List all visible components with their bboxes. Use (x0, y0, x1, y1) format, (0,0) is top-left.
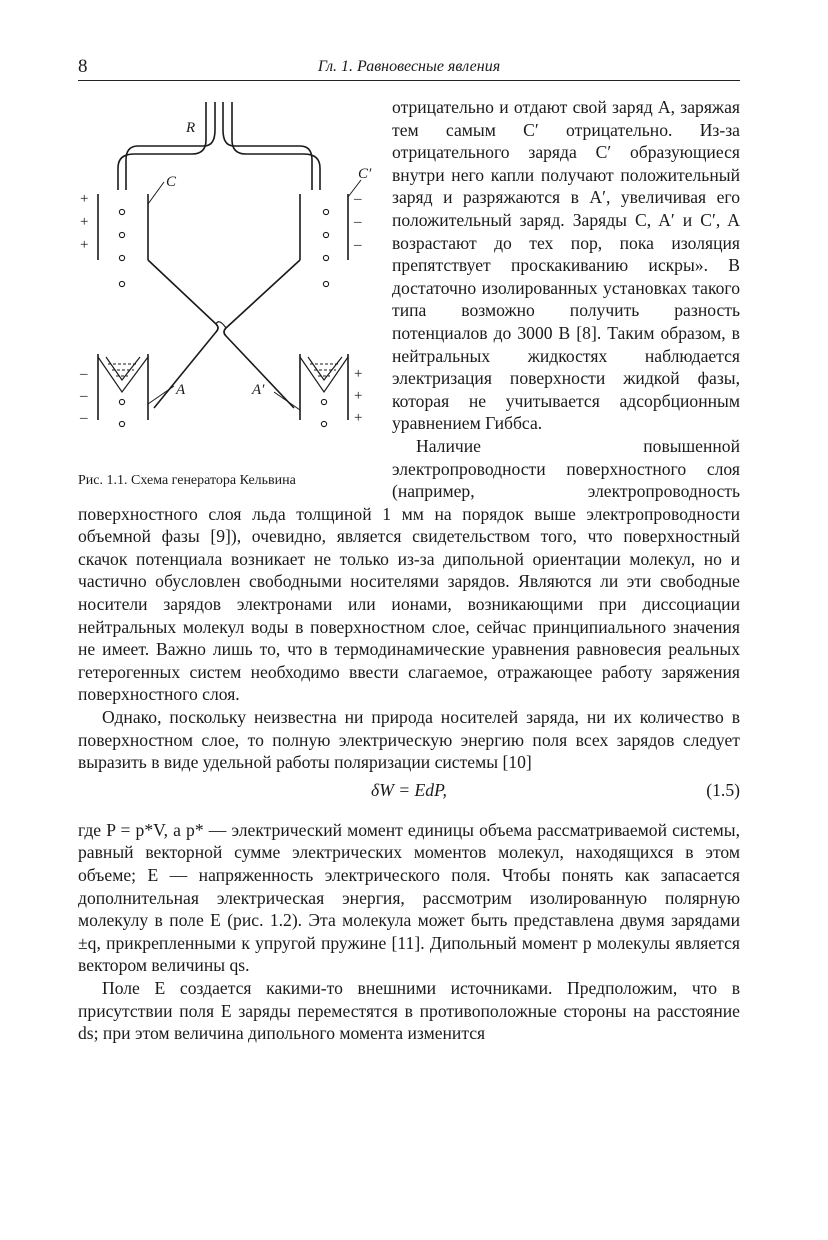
can-A-prime-walls (300, 354, 348, 420)
sign-plus-upper-1: + (80, 191, 89, 207)
droplets-upper (119, 209, 328, 286)
figure-caption: Рис. 1.1. Схема генератора Кельвина (78, 473, 296, 488)
sign-minus-lower-1: – (80, 366, 88, 382)
paragraph-2: Наличие повышенной электропроводности поверхностного слоя (например, электропроводность поверхностного слоя льда толщиной 1 мм на порядок выше электропроводности объемной фазы [9]), очевидно, является свидетельством того, что поверхностный скачок потенциала возникает не только из-за дипольной ориентации молекул, но и частично обусловлен свободными носителями зарядов. Являются ли эти свободные носители зарядов электронами или ионами, возникающими при диссоциации нейтральных молекул воды в поверхностном слое, сейчас принципиального значения не имеет. Важно лишь то, что в термодинамические уравнения равновесия реальных гетерогенных систем необходимо ввести слагаемое, отражающее работу заряжения поверхностного слоя. (78, 435, 740, 705)
leader-A-prime (274, 392, 300, 410)
sign-minus-lower-3: – (80, 410, 88, 426)
running-title: Гл. 1. Равновесные явления (317, 58, 501, 75)
sign-minus-upper-2: – (354, 214, 362, 230)
supply-tube-right-inner (223, 102, 312, 190)
label-C: C (166, 174, 177, 190)
sign-minus-upper-3: – (354, 237, 362, 253)
liquid-level (108, 364, 340, 376)
sign-plus-upper-2: + (80, 214, 89, 230)
page-header (78, 52, 740, 81)
paragraph-5: Поле E создается какими-то внешними источниками. Предположим, что в присутствии поля E заряды переместятся в противоположные стороны на расстояние ds; при этом величина дипольного момента изменится (78, 977, 740, 1044)
sign-minus-lower-2: – (80, 388, 88, 404)
equation-number: (1.5) (706, 779, 740, 800)
funnel-left (98, 357, 148, 392)
funnel-right (300, 357, 348, 392)
body-text (78, 96, 740, 1045)
paragraph-4: где P = p*V, а p* — электрический момент единицы объема рассматриваемой системы, равный векторной сумме электрических моментов молекул, находящихся в этом объеме; E — напряженность электрического поля. Чтобы понять как запасается дополнительная электрическая энергия, рассмотрим изолированную полярную молекулу в поле E (рис. 1.2). Эта молекула может быть представлена двумя зарядами ±q, прикрепленными к упругой пружине [11]. Дипольный момент p молекулы является вектором величины qs. (78, 819, 740, 976)
label-A: A (176, 382, 186, 398)
sign-plus-upper-3: + (80, 237, 89, 253)
page-number: 8 (78, 56, 88, 77)
sign-plus-lower-1: + (354, 366, 363, 382)
equation-1-5 (78, 779, 740, 805)
sign-plus-lower-2: + (354, 388, 363, 404)
paragraph-3: Однако, поскольку неизвестна ни природа носителей заряда, ни их количество в поверхностном слое, то полную электрическую энергию поля всех зарядов следует выразить в виде удельной работы поляризации системы [10] (78, 707, 740, 773)
kelvin-generator-diagram (78, 102, 378, 466)
page (78, 52, 740, 1045)
leader-C (148, 182, 164, 204)
label-R: R (186, 120, 196, 136)
figure-kelvin-generator (78, 102, 378, 490)
paragraph-1: отрицательно и отдают свой заряд A, заряжая тем самым C′ отрицательно. Из-за отрицательного заряда C′ образующиеся внутри него капли получают положительный заряд и разряжаются в A′, увеличивая его положительный заряд. Заряды C, A′ и C′, A возрастают до тех пор, пока изоляция препятствует проскакиванию искры». В достаточно изолированных установках такого типа возможно получить разность потенциалов до 3000 В [8]. Таким образом, в нейтральных жидкостях наблюдается электризация поверхности жидкой фазы, которая не учитывается адсорбционным уравнением Гиббса. (392, 97, 740, 434)
label-A-prime: A′ (252, 382, 265, 398)
sign-minus-upper-1: – (354, 191, 362, 207)
droplets-lower (119, 399, 326, 426)
sign-plus-lower-3: + (354, 410, 363, 426)
leader-A (148, 386, 174, 404)
equation-body: δW = EdP, (371, 779, 447, 800)
label-C-prime: C′ (358, 166, 372, 182)
